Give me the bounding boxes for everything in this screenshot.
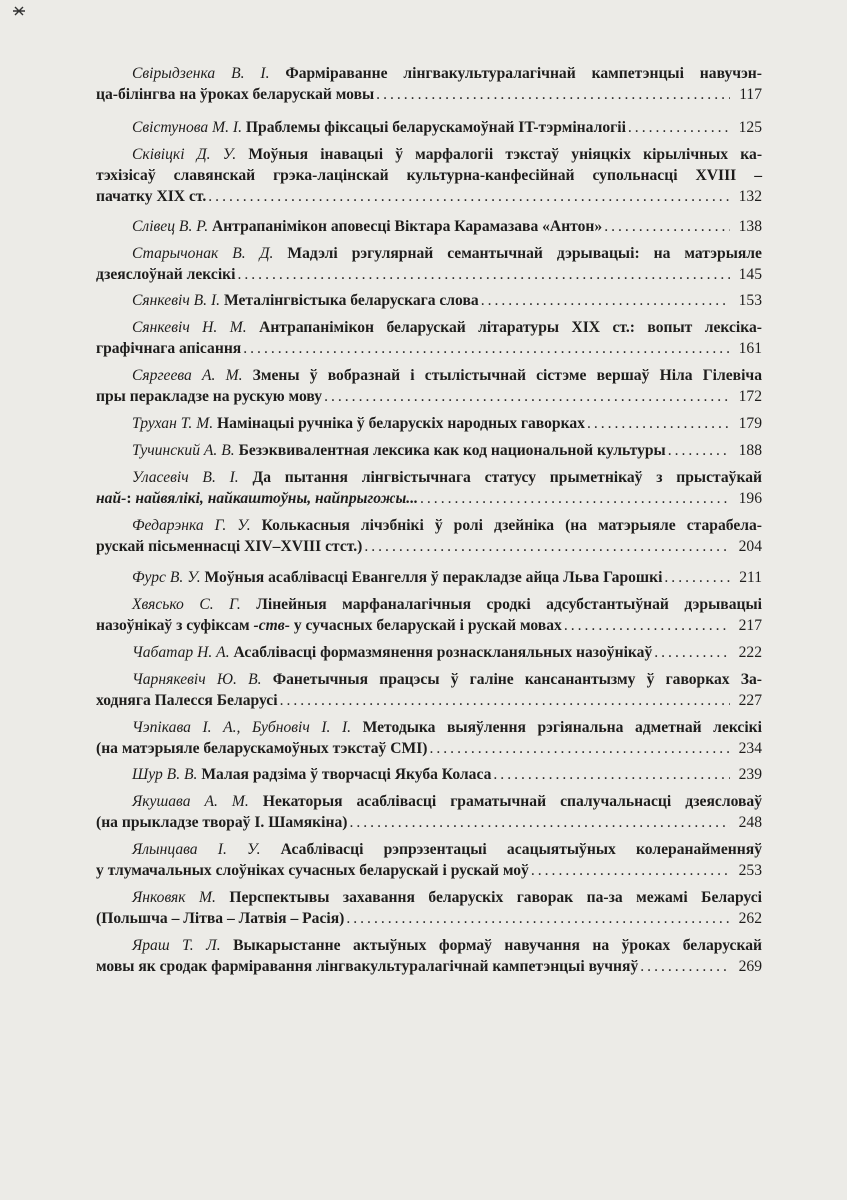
- toc-entry: [96, 63, 762, 105]
- entry-title-line: Моўныя інавацыі ў марфалогіі тэкстаў уніяцкіх кірылічных ка-: [248, 146, 763, 163]
- entry-title-line: Намінацыі ручніка ў беларускіх народных гаворках: [217, 415, 585, 432]
- dot-leader: [640, 956, 730, 977]
- toc-entry-line: [96, 717, 762, 738]
- dot-leader: [664, 567, 730, 588]
- entry-title-line: у тлумачальных слоўніках сучасных беларускай і рускай моў: [96, 862, 529, 879]
- toc-entry-line: [96, 264, 762, 285]
- entry-author: Фурс В. У.: [132, 569, 201, 586]
- toc-entry: [96, 317, 762, 359]
- toc-entry-line: [96, 860, 762, 881]
- toc-entry: [96, 243, 762, 285]
- toc-entry: [96, 144, 762, 207]
- entry-title-line: ходняга Палесся Беларусі: [96, 692, 278, 709]
- entry-title-line: назоўнікаў з суфіксам -ств- у сучасных беларускай і рускай мовах: [96, 617, 562, 634]
- entry-page-number: 269: [738, 958, 762, 975]
- entry-page-number: 262: [738, 910, 762, 927]
- entry-page-number: 179: [738, 415, 762, 432]
- toc-entry-line: [96, 839, 762, 860]
- entry-author: Старычонак В. Д.: [132, 245, 274, 262]
- entry-author: Шур В. В.: [132, 766, 198, 783]
- toc-entry-line: [96, 413, 762, 434]
- entry-title-line: Выкарыстанне актыўных формаў навучання на ўроках беларускай: [233, 937, 762, 954]
- entry-page-number: 188: [738, 442, 762, 459]
- entry-title-line: Перспектывы захавання беларускіх гаворак па-за межамі Беларусі: [229, 889, 762, 906]
- entry-page-number: 172: [738, 388, 762, 405]
- entry-author: Свірыдзенка В. І.: [132, 65, 270, 82]
- toc-entry-line: [96, 515, 762, 536]
- entry-author: Трухан Т. М.: [132, 415, 214, 432]
- toc-entry: [96, 764, 762, 785]
- toc-entry-line: [96, 567, 762, 588]
- toc-entry-line: [96, 386, 762, 407]
- entry-author: Хвясько С. Г.: [132, 596, 241, 613]
- entry-title-line: графічнага апісання: [96, 340, 242, 357]
- entry-title-line: (на матэрыяле беларускамоўных тэкстаў СМІ): [96, 740, 428, 757]
- entry-title-line: дзеяслоўнай лексікі: [96, 266, 236, 283]
- dot-leader: [481, 290, 730, 311]
- toc-entry: [96, 669, 762, 711]
- dot-leader: [628, 117, 730, 138]
- toc-entry-line: [96, 467, 762, 488]
- entry-author: Свістунова М. І.: [132, 119, 242, 136]
- entry-page-number: 145: [738, 266, 762, 283]
- entry-page-number: 196: [738, 490, 762, 507]
- entry-author: Сяргеева А. М.: [132, 367, 243, 384]
- entry-page-number: 138: [738, 218, 762, 235]
- dot-leader: [243, 338, 730, 359]
- dot-leader: [280, 690, 730, 711]
- toc-entry: [96, 467, 762, 509]
- entry-author: Сянкевіч В. І.: [132, 292, 221, 309]
- entry-title-line: най-: найвялікі, найкаштоўны, найпрыгожы...: [96, 490, 418, 507]
- toc-entry-line: [96, 642, 762, 663]
- dot-leader: [429, 738, 730, 759]
- toc-entry: [96, 567, 762, 588]
- toc-entry: [96, 440, 762, 461]
- toc-entry-line: [96, 536, 762, 557]
- dot-leader: [493, 764, 730, 785]
- dot-leader: [376, 84, 730, 105]
- entry-title-line: Фарміраванне лінгвакультуралагічнай кампетэнцыі навучэн-: [285, 65, 762, 82]
- entry-page-number: 227: [738, 692, 762, 709]
- entry-author: Яраш Т. Л.: [132, 937, 221, 954]
- entry-title-line: Металінгвістыка беларускага слова: [223, 292, 479, 309]
- entry-title-line: Некаторыя асаблівасці граматычнай спалучальнасці дзеясловаў: [262, 793, 762, 810]
- entry-page-number: 204: [738, 538, 762, 555]
- entry-page-number: 234: [738, 740, 762, 757]
- toc-entry: [96, 117, 762, 138]
- entry-page-number: 222: [738, 644, 762, 661]
- toc-entry: [96, 216, 762, 237]
- entry-title-line: Антрапанімікон беларускай літаратуры XIX ст.: вопыт лексіка-: [259, 319, 762, 336]
- toc-entry: [96, 839, 762, 881]
- entry-title-line: Моўныя асаблівасці Евангелля ў перакладзе айца Льва Гарошкі: [204, 569, 663, 586]
- entry-title-line: Методыка выяўлення рэгіянальна адметнай лексікі: [362, 719, 762, 736]
- entry-author: Ялынцава І. У.: [132, 841, 261, 858]
- entry-page-number: 153: [738, 292, 762, 309]
- entry-page-number: 253: [738, 862, 762, 879]
- entry-title-line: Лінейныя марфаналагічныя сродкі адсубстантыўнай дэрывацыі: [256, 596, 762, 613]
- entry-title-line: Малая радзіма ў творчасці Якуба Коласа: [201, 766, 492, 783]
- toc-entry-line: [96, 144, 762, 165]
- dot-leader: [346, 908, 730, 929]
- toc-entry: [96, 413, 762, 434]
- toc-entry: [96, 887, 762, 929]
- entry-title-line: Праблемы фіксацыі беларускамоўнай IT-тэрміналогіі: [245, 119, 626, 136]
- toc-entry: [96, 791, 762, 833]
- toc-entry: [96, 717, 762, 759]
- dot-leader: [420, 488, 730, 509]
- toc-entry-line: [96, 365, 762, 386]
- toc-entry-line: [96, 338, 762, 359]
- toc-entry-line: [96, 887, 762, 908]
- toc-entry: [96, 594, 762, 636]
- entry-title-line: Антрапанімікон аповесці Віктара Карамазава «Антон»: [212, 218, 603, 235]
- dot-leader: [564, 615, 730, 636]
- dot-leader: [531, 860, 730, 881]
- entry-title-line: Змены ў вобразнай і стылістычнай сістэме вершаў Ніла Гілевіча: [252, 367, 763, 384]
- toc-entry-line: [96, 908, 762, 929]
- toc-entry-line: [96, 669, 762, 690]
- entry-title-line: Да пытання лінгвістычнага статусу прыметнікаў з прыстаўкай: [252, 469, 762, 486]
- dot-leader: [364, 536, 730, 557]
- toc-entry: [96, 935, 762, 977]
- toc-entry: [96, 365, 762, 407]
- entry-page-number: 217: [738, 617, 762, 634]
- entry-title-line: Фанетычныя працэсы ў галіне кансанантызму ў гаворках За-: [272, 671, 762, 688]
- toc-entry: [96, 642, 762, 663]
- entry-title-line: ца-білінгва на ўроках беларускай мовы: [96, 86, 375, 103]
- entry-title-line: Асаблівасці формазмянення рознаскланяльных назоўнікаў: [233, 644, 653, 661]
- entry-title-line: Асаблівасці рэпрэзентацыі асацыятыўных колеранайменняў: [280, 841, 762, 858]
- entry-page-number: 161: [738, 340, 762, 357]
- toc-entry-line: [96, 63, 762, 84]
- entry-page-number: 125: [738, 119, 762, 136]
- toc-entry-line: [96, 165, 762, 186]
- entry-page-number: 132: [738, 188, 762, 205]
- entry-author: Янковяк М.: [132, 889, 216, 906]
- entry-author: Сянкевіч Н. М.: [132, 319, 247, 336]
- toc-entry-line: [96, 186, 762, 207]
- dot-leader: [604, 216, 730, 237]
- entry-page-number: 248: [738, 814, 762, 831]
- toc-entry-line: [96, 812, 762, 833]
- toc-entry-line: [96, 738, 762, 759]
- entry-author: Федарэнка Г. У.: [132, 517, 251, 534]
- toc-entry-line: [96, 488, 762, 509]
- entry-author: Слівец В. Р.: [132, 218, 209, 235]
- entry-title-line: рускай пісьменнасці XIV–XVIII стст.): [96, 538, 363, 555]
- entry-author: Тучинский А. В.: [132, 442, 235, 459]
- dot-leader: [654, 642, 730, 663]
- entry-author: Чабатар Н. А.: [132, 644, 230, 661]
- entry-author: Якушава А. М.: [132, 793, 249, 810]
- toc-entry-line: [96, 935, 762, 956]
- entry-page-number: 239: [738, 766, 762, 783]
- toc-entry: [96, 515, 762, 557]
- toc-entry-line: [96, 791, 762, 812]
- entry-author: Чарнякевіч Ю. В.: [132, 671, 262, 688]
- toc-entry-line: [96, 84, 762, 105]
- toc-entry-line: [96, 690, 762, 711]
- toc-entry-line: [96, 117, 762, 138]
- entry-title-line: тэхізісаў славянскай грэка-лацінскай культурна-канфесійнай супольнасці XVIII –: [96, 167, 762, 184]
- toc-entry-line: [96, 216, 762, 237]
- dot-leader: [587, 413, 730, 434]
- entry-page-number: 211: [739, 569, 762, 586]
- entry-page-number: 117: [739, 86, 762, 103]
- toc-entry-line: [96, 317, 762, 338]
- toc-entry-line: [96, 764, 762, 785]
- dot-leader: [668, 440, 730, 461]
- entry-title-line: Мадэлі рэгулярнай семантычнай дэрывацыі: на матэрыяле: [287, 245, 762, 262]
- entry-title-line: пры перакладзе на рускую мову: [96, 388, 323, 405]
- corner-mark-icon: [12, 6, 26, 16]
- dot-leader: [208, 186, 730, 207]
- entry-title-line: (на прыкладзе твораў І. Шамякіна): [96, 814, 348, 831]
- entry-author: Уласевіч В. І.: [132, 469, 239, 486]
- toc-entry-line: [96, 956, 762, 977]
- toc-entry-line: [96, 243, 762, 264]
- entry-title-line: пачатку XIX ст.: [96, 188, 207, 205]
- toc-entry-line: [96, 615, 762, 636]
- entry-title-line: мовы як сродак фарміравання лінгвакультуралагічнай кампетэнцыі вучняў: [96, 958, 639, 975]
- toc-entry-line: [96, 440, 762, 461]
- entry-author: Чэпікава І. А., Бубновіч І. І.: [132, 719, 352, 736]
- entry-author: Сківіцкі Д. У.: [132, 146, 237, 163]
- toc-entry-line: [96, 290, 762, 311]
- entry-title-line: (Польшча – Літва – Латвія – Расія): [96, 910, 345, 927]
- dot-leader: [324, 386, 730, 407]
- toc-entry: [96, 290, 762, 311]
- dot-leader: [349, 812, 730, 833]
- entry-title-line: Колькасныя лічэбнікі ў ролі дзейніка (на матэрыяле старабела-: [261, 517, 762, 534]
- entry-title-line: Безэквивалентная лексика как код национальной культуры: [238, 442, 666, 459]
- dot-leader: [237, 264, 730, 285]
- toc-entry-line: [96, 594, 762, 615]
